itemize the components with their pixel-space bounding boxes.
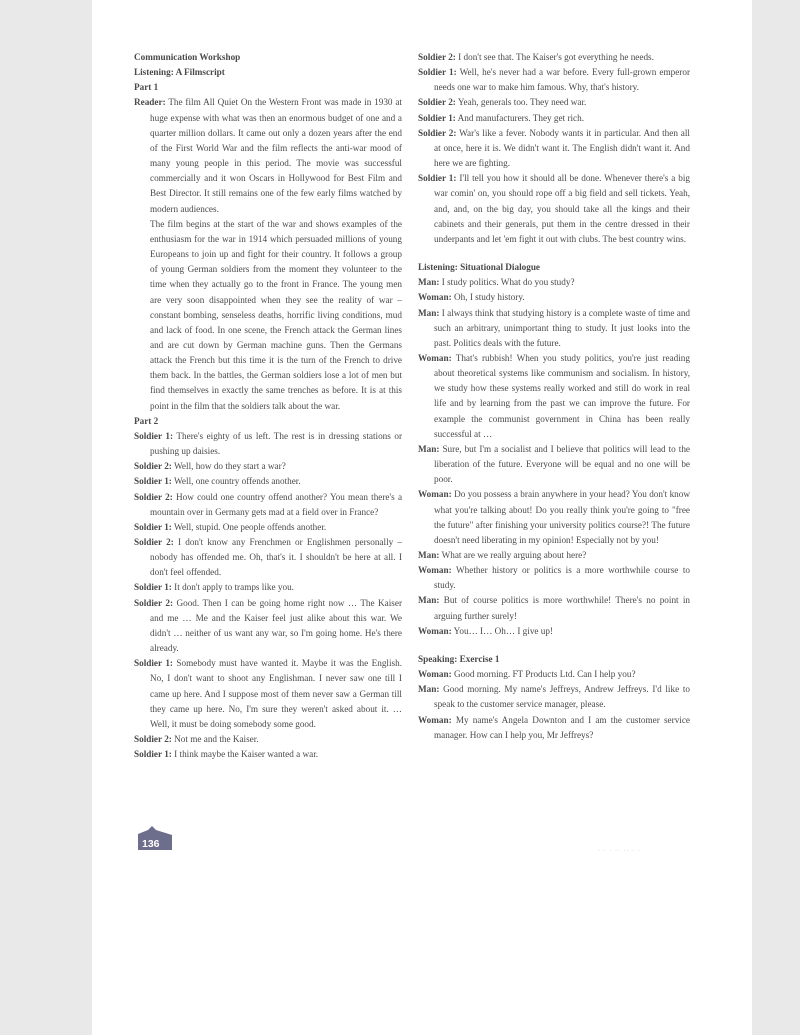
line-text: Good. Then I can be going home right now … The Kaiser and me … Me and the Kaiser feel just alike about this war. We didn't … neither of us want any war, so I'm going home. He's there already. [150, 597, 403, 654]
dialogue-line [418, 624, 690, 639]
dialogue-heading: Listening: Situational Dialogue [418, 262, 541, 273]
speaker-label: Man: [418, 550, 440, 560]
dialogue-line [418, 111, 690, 126]
speaker-label: Soldier 2: [418, 52, 456, 62]
line-text: I study politics. What do you study? [441, 277, 575, 288]
dialogue-line [418, 593, 690, 623]
line-text: Do you possess a brain anywhere in your head? You don't know what you're talking about! Do you really think you're going to "free the future" after finishing your university politics course?! The future doesn't need liberating in my opinion! Especially not by you! [434, 489, 690, 545]
speaker-label: Man: [418, 443, 440, 454]
speaker-label: Soldier 2: [134, 491, 173, 502]
right-column [418, 50, 690, 743]
speaker-label: Man: [418, 595, 440, 606]
speaker-label: Soldier 1: [418, 67, 457, 78]
dialogue-line [418, 548, 690, 563]
dialogue-line [418, 290, 690, 305]
dialogue-line [134, 747, 402, 762]
line-text: I don't see that. The Kaiser's got everything he needs. [458, 52, 654, 62]
line-text: Good morning. My name's Jeffreys, Andrew Jeffreys. I'd like to speak to the customer service manager, please. [434, 684, 691, 710]
reader-paragraph-2: The film begins at the start of the war and shows examples of the enthusiasm for the war in 1914 which persuaded millions of young Europeans to join up and fight for their country. It follows a group of young German soldiers from the moment they volunteer to the time when they actually go to the front in France. The young men are very soon disappointed when they see the reality of war – constant bombing, senseless deaths, horrific living conditions, mud and lack of food. In one scene, the French attack the German lines and are cut down by German machine guns. Then the Germans attack the French but this time it is the turn of the French to drive them back. In the battles, the German soldiers lose a lot of men but find themselves in exactly the same trenches as before. It is at this point in the film that the soldiers talk about the war. [150, 218, 402, 411]
speaker-label: Soldier 2: [418, 127, 457, 138]
dialogue-line [134, 656, 402, 732]
speaker-label: Soldier 1: [134, 658, 173, 669]
line-text: Whether history or politics is a more worthwhile course to study. [434, 565, 690, 591]
speaker-label: Soldier 1: [134, 476, 172, 487]
dialogue-line [418, 667, 690, 682]
footer-mark: · · · ·· ·· · · [598, 848, 641, 854]
film-dialogue-continued [418, 50, 690, 247]
line-text: There's eighty of us left. The rest is in dressing stations or pushing up daisies. [150, 430, 402, 457]
line-text: My name's Angela Downton and I am the customer service manager. How can I help you, Mr Jeffreys? [434, 714, 690, 740]
speaker-label: Soldier 2: [134, 537, 174, 547]
speaker-label: Soldier 1: [134, 521, 172, 532]
line-text: Well, he's never had a war before. Every full-grown emperor needs one war to make him famous. Why, that's history. [434, 67, 691, 93]
speaker-label: Woman: [418, 292, 452, 303]
speaker-label: Man: [418, 307, 440, 318]
left-dialogue [134, 429, 402, 762]
line-text: But of course politics is more worthwhile! There's no point in arguing further surely! [434, 595, 691, 621]
speaker-label: Soldier 2: [134, 597, 174, 608]
reader-text: The film All Quiet On the Western Front was made in 1930 at huge expense with what was then an enormous budget of one and a quarter million dollars. It came out only a dozen years after the end of the First World War and the film reflects the anti-war mood of many young people in this period. The movie was successful commercially and it won Oscars in Hollywood for Best Film and Best Director. It still remains one of the few early films watched by modern audiences. [150, 97, 402, 214]
line-text: Yeah, generals too. They need war. [457, 97, 587, 108]
dialogue-line [134, 580, 402, 595]
speaker-label: Man: [418, 684, 440, 695]
line-text: What are we really arguing about here? [441, 550, 587, 560]
dialogue-line [134, 429, 402, 459]
dialogue-line [418, 713, 690, 743]
dialogue-line [418, 126, 690, 171]
speaker-label: Woman: [418, 669, 452, 680]
line-text: Oh, I study history. [454, 292, 525, 303]
dialogue-line [134, 520, 402, 535]
line-text: I always think that studying history is a complete waste of time and such an arbitrary, unimportant thing to study. It just looks into the past. Politics deals with the future. [434, 307, 691, 348]
dialogue-line [134, 732, 402, 747]
line-text: Well, one country offends another. [174, 476, 301, 487]
part-1-heading: Part 1 [134, 82, 159, 93]
line-text: Good morning. FT Products Ltd. Can I help you? [454, 669, 636, 680]
speaker-label: Soldier 1: [134, 749, 172, 760]
dialogue-line [134, 535, 402, 580]
speaker-label: Man: [418, 277, 440, 288]
page-number: 136 [142, 838, 160, 850]
speaker-label: Soldier 2: [134, 734, 172, 745]
dialogue-line [134, 474, 402, 489]
speaker-label: Soldier 1: [418, 112, 456, 123]
line-text: I don't know any Frenchmen or Englishmen personally – nobody has offended me. Oh, that's it. I shouldn't be here at all. I don't feel offended. [150, 537, 403, 578]
speaking-heading: Speaking: Exercise 1 [418, 653, 500, 664]
speaker-label: Soldier 2: [134, 461, 172, 472]
dialogue-line [418, 275, 690, 290]
dialogue-line [418, 95, 690, 110]
section-title: Communication Workshop [134, 52, 241, 62]
speaking-dialogue [418, 667, 690, 743]
dialogue-line [418, 50, 690, 65]
line-text: How could one country offend another? You mean there's a mountain over in Germany gets mad at a field over in France? [150, 491, 403, 517]
part-2-heading: Part 2 [134, 415, 159, 426]
speaker-label: Woman: [418, 352, 452, 363]
line-text: I'll tell you how it should all be done. Whenever there's a big war comin' on, you should rope off a big field and sell tickets. Yeah, and, and, on the big day, you should take all the kings and their cabinets and their generals, put them in the centre dressed in their underpants and let 'em fight it out with clubs. The best country wins. [434, 173, 690, 244]
line-text: I think maybe the Kaiser wanted a war. [174, 749, 319, 760]
speaker-label: Woman: [418, 714, 452, 725]
line-text: Well, how do they start a war? [174, 461, 286, 472]
line-text: Sure, but I'm a socialist and I believe that politics will lead to the liberation of the future. Everyone will be equal and no one will be poor. [434, 443, 690, 485]
dialogue-line [418, 563, 690, 593]
speaker-label: Woman: [418, 625, 452, 636]
speaker-label: Woman: [418, 489, 452, 500]
dialogue-line [134, 596, 402, 657]
dialogue-line [418, 171, 690, 247]
dialogue-line [418, 682, 690, 712]
line-text: Well, stupid. One people offends another. [174, 521, 327, 532]
speaker-label: Reader: [134, 97, 166, 108]
left-column [134, 50, 402, 762]
line-text: Somebody must have wanted it. Maybe it was the English. No, I don't want to shoot any Englishman. I never saw one till I came up here. And I suppose most of them never saw a German till they came up here. No, I'm sure they weren't asked about it. … Well, it must be doing somebody some good. [150, 658, 403, 729]
dialogue-line [418, 487, 690, 548]
dialogue-line [418, 351, 690, 442]
speaker-label: Soldier 1: [134, 430, 174, 441]
line-text: War's like a fever. Nobody wants it in particular. And then all at once, here it is. We didn't want it. The English didn't want it. And here we are fighting. [434, 127, 690, 169]
line-text: And manufacturers. They get rich. [457, 112, 585, 123]
speaker-label: Woman: [418, 565, 452, 576]
situational-dialogue [418, 275, 690, 639]
reader-paragraph [134, 95, 402, 216]
speaker-label: Soldier 1: [134, 582, 172, 593]
line-text: You… I… Oh… I give up! [453, 625, 554, 636]
line-text: Not me and the Kaiser. [174, 734, 259, 745]
section-subtitle: Listening: A Filmscript [134, 67, 225, 78]
dialogue-line [418, 306, 690, 351]
speaker-label: Soldier 2: [418, 97, 456, 108]
line-text: It don't apply to tramps like you. [174, 582, 294, 593]
dialogue-line [134, 490, 402, 520]
speaker-label: Soldier 1: [418, 173, 457, 184]
dialogue-line [134, 459, 402, 474]
line-text: That's rubbish! When you study politics, you're just reading about theoretical systems like communism and socialism. In history, we study how these systems really worked and still do work in real life and by learning from the past we can improve the future. For example the communist government in China has been really successful at … [434, 352, 690, 439]
page-number-tab [138, 826, 172, 850]
dialogue-line [418, 442, 690, 487]
dialogue-line [418, 65, 690, 95]
